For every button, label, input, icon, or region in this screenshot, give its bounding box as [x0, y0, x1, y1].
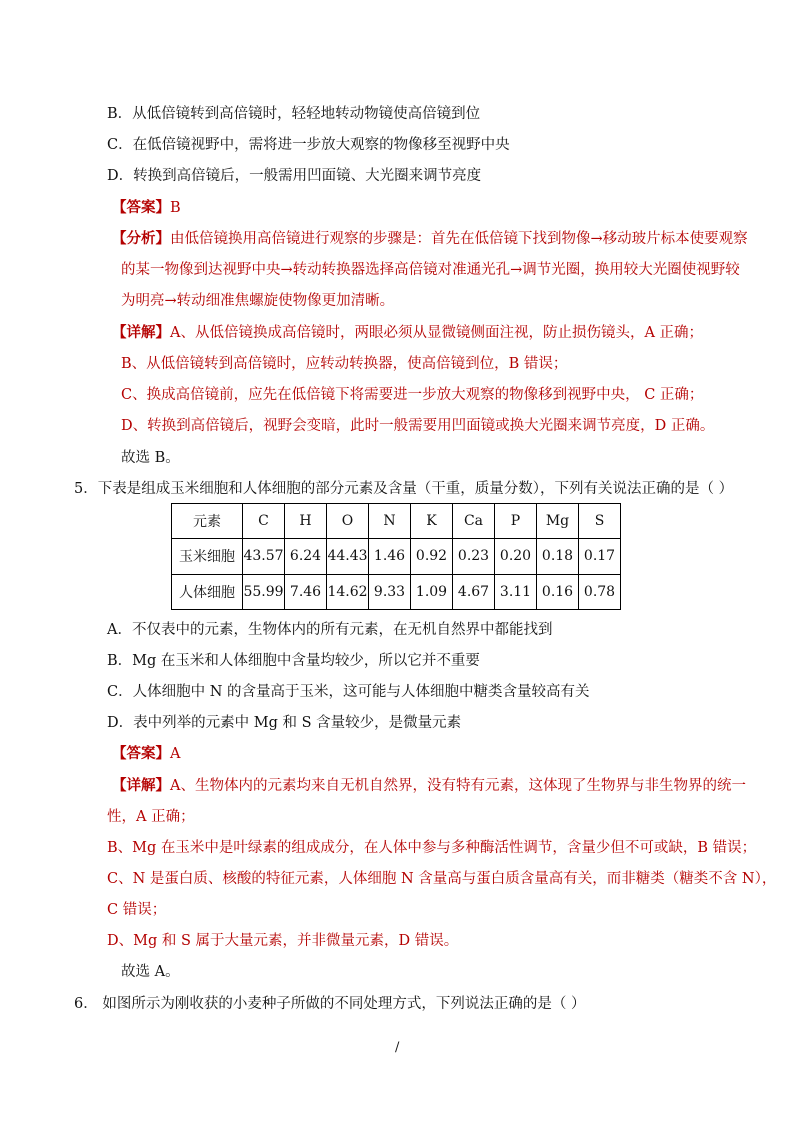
table-cell: 玉米细胞 [172, 539, 243, 574]
answer-tag: 【答案】 [112, 199, 170, 216]
analysis-text: 由低倍镜换用高倍镜进行观察的步骤是：首先在低倍镜下找到物像→移动玻片标本使要观察 [170, 231, 748, 247]
q5-answer [112, 744, 180, 764]
q4-option-c: C．在低倍镜视野中，需将进一步放大观察的物像移至视野中央 [107, 137, 510, 153]
table-cell: 0.23 [453, 539, 495, 574]
table-header-cell: O [327, 504, 369, 539]
q5-option-b: B．Mg 在玉米和人体细胞中含量均较少，所以它并不重要 [107, 653, 480, 669]
table-cell: 人体细胞 [172, 574, 243, 609]
detail-text: A、生物体内的元素均来自无机自然界，没有特有元素，这体现了生物界与非生物界的统一 [170, 778, 746, 794]
table-cell: 55.99 [243, 574, 285, 609]
table-cell: 0.16 [537, 574, 579, 609]
table-header-row [172, 504, 621, 539]
q4-analysis-line3: 为明亮→转动细准焦螺旋使物像更加清晰。 [121, 293, 395, 309]
q5-detail-line3: B、Mg 在玉米中是叶绿素的组成成分，在人体中参与多种酶活性调节，含量少但不可或缺，B 错误； [107, 840, 757, 856]
q5-detail-line6: D、Mg 和 S 属于大量元素，并非微量元素，D 错误。 [107, 933, 459, 949]
table-cell: 3.11 [495, 574, 537, 609]
q6-stem: 6． 如图所示为刚收获的小麦种子所做的不同处理方式，下列说法正确的是（ ） [74, 996, 586, 1012]
table-header-cell: Ca [453, 504, 495, 539]
table-cell: 0.78 [579, 574, 621, 609]
table-cell: 44.43 [327, 539, 369, 574]
table-cell: 0.18 [537, 539, 579, 574]
q4-detail-line1 [112, 323, 703, 343]
table-row [172, 574, 621, 609]
q5-stem: 5．下表是组成玉米细胞和人体细胞的部分元素及含量（干重，质量分数），下列有关说法正确的是（ ） [74, 481, 734, 497]
table-header-cell: C [243, 504, 285, 539]
q5-detail-line2: 性，A 正确； [107, 809, 195, 825]
table-cell: 7.46 [285, 574, 327, 609]
table-cell: 1.46 [369, 539, 411, 574]
q5-option-d: D．表中列举的元素中 Mg 和 S 含量较少，是微量元素 [107, 715, 462, 731]
table-header-cell: S [579, 504, 621, 539]
table-header-cell: 元素 [172, 504, 243, 539]
q4-detail-line4: D、转换到高倍镜后，视野会变暗，此时一般需要用凹面镜或换大光圈来调节亮度，D 正确。 [121, 418, 715, 434]
q5-option-c: C．人体细胞中 N 的含量高于玉米，这可能与人体细胞中糖类含量较高有关 [107, 684, 590, 700]
answer-value: B [170, 200, 181, 216]
q4-analysis-line2: 的某一物像到达视野中央→转动转换器选择高倍镜对准通光孔→调节光圈，换用较大光圈使视野较 [121, 262, 740, 278]
q4-analysis-line1 [112, 229, 748, 249]
answer-value: A [170, 746, 181, 762]
table-cell: 1.09 [411, 574, 453, 609]
table-cell: 4.67 [453, 574, 495, 609]
q5-conclusion: 故选 A。 [121, 964, 180, 980]
q4-conclusion: 故选 B。 [121, 450, 180, 466]
detail-tag: 【详解】 [112, 324, 170, 341]
table-header-cell: K [411, 504, 453, 539]
table-row [172, 539, 621, 574]
q5-detail-line1 [112, 776, 746, 796]
table-header-cell: Mg [537, 504, 579, 539]
detail-tag: 【详解】 [112, 777, 170, 794]
detail-text: A、从低倍镜换成高倍镜时，两眼必须从显微镜侧面注视，防止损伤镜头，A 正确； [170, 325, 704, 341]
page-number: / [395, 1040, 400, 1055]
q4-answer [112, 198, 181, 218]
q4-option-d: D．转换到高倍镜后，一般需用凹面镜、大光圈来调节亮度 [107, 168, 482, 184]
q4-option-b: B．从低倍镜转到高倍镜时，轻轻地转动物镜使高倍镜到位 [107, 106, 481, 122]
q5-detail-line4: C、N 是蛋白质、核酸的特征元素，人体细胞 N 含量高与蛋白质含量高有关，而非糖类（糖类不含 N）， [107, 871, 777, 887]
table-cell: 43.57 [243, 539, 285, 574]
q4-detail-line3: C、换成高倍镜前，应先在低倍镜下将需要进一步放大观察的物像移到视野中央， C 正确； [121, 387, 704, 403]
table-cell: 0.92 [411, 539, 453, 574]
analysis-tag: 【分析】 [112, 230, 170, 247]
table-header-cell: P [495, 504, 537, 539]
table-cell: 0.17 [579, 539, 621, 574]
table-header-cell: H [285, 504, 327, 539]
answer-tag: 【答案】 [112, 745, 170, 762]
element-content-table [171, 503, 621, 610]
table-cell: 6.24 [285, 539, 327, 574]
table-header-cell: N [369, 504, 411, 539]
table-cell: 9.33 [369, 574, 411, 609]
q4-detail-line2: B、从低倍镜转到高倍镜时，应转动转换器，使高倍镜到位，B 错误； [121, 356, 568, 372]
q5-option-a: A．不仅表中的元素，生物体内的所有元素，在无机自然界中都能找到 [107, 622, 553, 638]
table-cell: 0.20 [495, 539, 537, 574]
table-cell: 14.62 [327, 574, 369, 609]
q5-detail-line5: C 错误； [107, 902, 167, 918]
